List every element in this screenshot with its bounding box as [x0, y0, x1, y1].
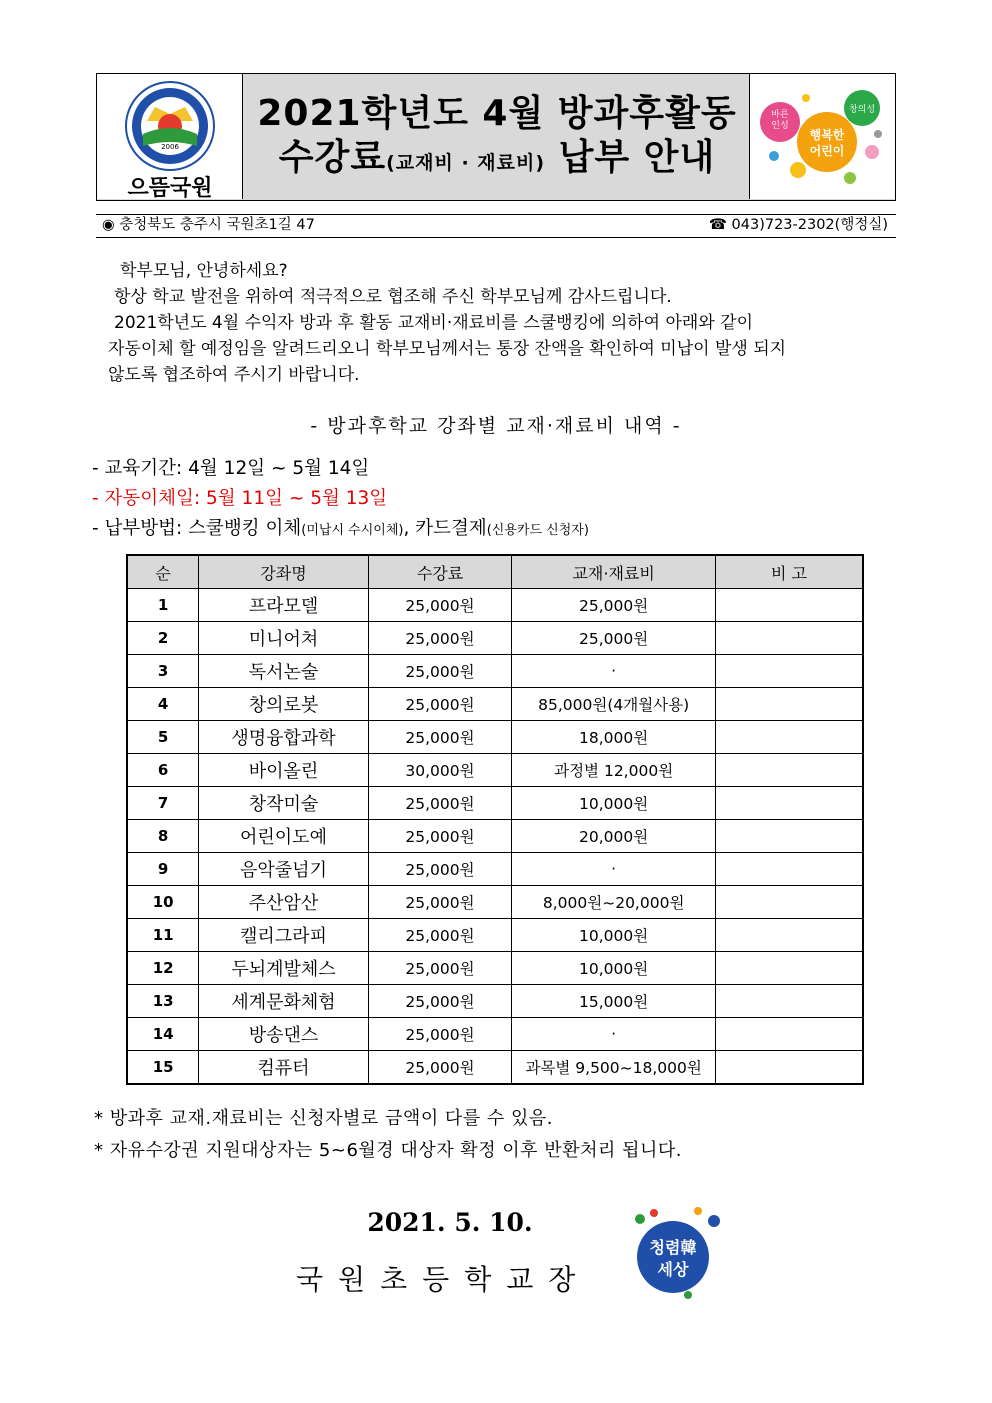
row-number: 6 [127, 754, 199, 787]
table-row [127, 1018, 863, 1051]
tuition-fee: 25,000원 [368, 952, 512, 985]
slogan-center-2: 어린이 [809, 144, 845, 158]
row-number: 9 [127, 853, 199, 886]
col-header-no: 순 [127, 555, 199, 589]
remarks [715, 655, 863, 688]
course-name: 어린이도예 [199, 820, 368, 853]
materials-fee: 18,000원 [512, 721, 716, 754]
remarks [715, 787, 863, 820]
tuition-fee: 25,000원 [368, 721, 512, 754]
materials-fee: 과목별 9,500~18,000원 [512, 1051, 716, 1085]
course-name: 생명융합과학 [199, 721, 368, 754]
col-header-materials: 교재·재료비 [512, 555, 716, 589]
course-name: 프라모델 [199, 589, 368, 622]
table-row [127, 589, 863, 622]
row-number: 13 [127, 985, 199, 1018]
payment-method [92, 514, 589, 546]
address-bar [96, 214, 896, 238]
svg-text:세상: 세상 [657, 1260, 689, 1279]
tuition-fee: 25,000원 [368, 919, 512, 952]
row-number: 2 [127, 622, 199, 655]
course-name: 캘리그라피 [199, 919, 368, 952]
school-logo [97, 74, 243, 199]
row-number: 10 [127, 886, 199, 919]
course-name: 미니어쳐 [199, 622, 368, 655]
materials-fee: 85,000원(4개월사용) [512, 688, 716, 721]
tuition-fee: 25,000원 [368, 1018, 512, 1051]
remarks [715, 1051, 863, 1085]
table-row [127, 886, 863, 919]
payment-method-b-note: (신용카드 신청자) [486, 523, 589, 538]
remarks [715, 1018, 863, 1051]
table-row [127, 985, 863, 1018]
tuition-fee: 30,000원 [368, 754, 512, 787]
remarks [715, 985, 863, 1018]
row-number: 15 [127, 1051, 199, 1085]
tuition-fee: 25,000원 [368, 589, 512, 622]
remarks [715, 754, 863, 787]
remarks [715, 853, 863, 886]
remarks [715, 589, 863, 622]
remarks [715, 820, 863, 853]
school-address: ◉ 충청북도 충주시 국원초1길 47 [102, 217, 315, 233]
course-name: 창의로봇 [199, 688, 368, 721]
note-materials: * 방과후 교재.재료비는 신청자별로 금액이 다를 수 있음. [94, 1108, 554, 1129]
course-name: 음악줄넘기 [199, 853, 368, 886]
remarks [715, 952, 863, 985]
course-name: 세계문화체험 [199, 985, 368, 1018]
slogan-bubble-1: 바른 인성 [771, 110, 789, 131]
course-fee-table [126, 554, 864, 1085]
greeting-line: 학부모님, 안녕하세요? [120, 261, 288, 281]
note-voucher: * 자유수강권 지원대상자는 5~6월경 대상자 확정 이후 반환처리 됩니다. [94, 1140, 682, 1161]
materials-fee: 10,000원 [512, 919, 716, 952]
school-logo-caption: 으뜸국원 [127, 176, 213, 201]
tuition-fee: 25,000원 [368, 820, 512, 853]
row-number: 12 [127, 952, 199, 985]
section-title: - 방과후학교 강좌별 교재·재료비 내역 - [310, 415, 682, 437]
slogan-bubble-2: 창의성 [848, 105, 876, 115]
svg-text:청렴韓: 청렴韓 [649, 1238, 697, 1257]
row-number: 7 [127, 787, 199, 820]
materials-fee: 8,000원~20,000원 [512, 886, 716, 919]
tuition-fee: 25,000원 [368, 1051, 512, 1085]
remarks [715, 886, 863, 919]
intro-line-2: 항상 학교 발전을 위하여 적극적으로 협조해 주신 학부모님께 감사드립니다. [114, 287, 672, 307]
table-row [127, 952, 863, 985]
table-row [127, 655, 863, 688]
title-small-note: (교재비 · 재료비) [386, 152, 546, 174]
payment-method-a: - 납부방법: 스쿨뱅킹 이체 [92, 518, 302, 539]
tuition-fee: 25,000원 [368, 688, 512, 721]
row-number: 4 [127, 688, 199, 721]
col-header-course: 강좌명 [199, 555, 368, 589]
table-row [127, 787, 863, 820]
row-number: 8 [127, 820, 199, 853]
slogan-logo [749, 74, 895, 199]
title-main-word: 수강료 [278, 137, 387, 178]
course-name: 독서논술 [199, 655, 368, 688]
materials-fee: 25,000원 [512, 589, 716, 622]
intro-line-5: 않도록 협조하여 주시기 바랍니다. [108, 365, 360, 385]
tuition-fee: 25,000원 [368, 787, 512, 820]
auto-transfer-dates: - 자동이체일: 5월 11일 ~ 5월 13일 [92, 488, 388, 509]
table-row [127, 754, 863, 787]
table-body [127, 589, 863, 1085]
title-line-1: 2021학년도 4월 방과후활동 [257, 93, 737, 134]
row-number: 3 [127, 655, 199, 688]
materials-fee: 10,000원 [512, 952, 716, 985]
tuition-fee: 25,000원 [368, 655, 512, 688]
col-header-tuition: 수강료 [368, 555, 512, 589]
materials-fee: 과정별 12,000원 [512, 754, 716, 787]
school-phone: ☎ 043)723-2302(행정실) [708, 217, 888, 233]
remarks [715, 622, 863, 655]
materials-fee: 10,000원 [512, 787, 716, 820]
remarks [715, 688, 863, 721]
table-row [127, 919, 863, 952]
course-name: 창작미술 [199, 787, 368, 820]
table-row [127, 688, 863, 721]
col-header-remarks: 비 고 [715, 555, 863, 589]
title-line-2 [247, 136, 747, 185]
row-number: 1 [127, 589, 199, 622]
table-row [127, 721, 863, 754]
row-number: 14 [127, 1018, 199, 1051]
course-name: 바이올린 [199, 754, 368, 787]
table-row [127, 820, 863, 853]
table-row [127, 1051, 863, 1085]
slogan-center-1: 행복한 [809, 128, 845, 142]
course-name: 두뇌계발체스 [199, 952, 368, 985]
payment-method-a-note: (미납시 수시이체) [301, 523, 404, 538]
row-number: 5 [127, 721, 199, 754]
education-period: - 교육기간: 4월 12일 ~ 5월 14일 [92, 458, 370, 479]
document-header [96, 73, 896, 201]
school-emblem-icon [97, 74, 243, 174]
table-row [127, 853, 863, 886]
principal-signature: 국원초등학교장 [296, 1263, 591, 1296]
materials-fee: 15,000원 [512, 985, 716, 1018]
table-header-row [127, 555, 863, 589]
course-name: 주산암산 [199, 886, 368, 919]
materials-fee: 20,000원 [512, 820, 716, 853]
row-number: 11 [127, 919, 199, 952]
tuition-fee: 25,000원 [368, 622, 512, 655]
remarks [715, 919, 863, 952]
tuition-fee: 25,000원 [368, 985, 512, 1018]
materials-fee: · [512, 1018, 716, 1051]
materials-fee: · [512, 655, 716, 688]
page-title [247, 92, 747, 185]
materials-fee: · [512, 853, 716, 886]
course-name: 컴퓨터 [199, 1051, 368, 1085]
course-name: 방송댄스 [199, 1018, 368, 1051]
document-date: 2021. 5. 10. [367, 1208, 533, 1237]
tuition-fee: 25,000원 [368, 886, 512, 919]
integrity-stamp-icon [628, 1205, 728, 1301]
payment-method-b: , 카드결제 [403, 518, 487, 539]
title-end-words: 납부 안내 [545, 137, 716, 178]
materials-fee: 25,000원 [512, 622, 716, 655]
remarks [715, 721, 863, 754]
svg-text:2006: 2006 [161, 143, 179, 151]
intro-line-4: 자동이체 할 예정임을 알려드리오니 학부모님께서는 통장 잔액을 확인하여 미납이 발생 되지 [108, 339, 787, 359]
tuition-fee: 25,000원 [368, 853, 512, 886]
table-row [127, 622, 863, 655]
intro-line-3: 2021학년도 4월 수익자 방과 후 활동 교재비·재료비를 스쿨뱅킹에 의하여 아래와 같이 [114, 313, 754, 333]
